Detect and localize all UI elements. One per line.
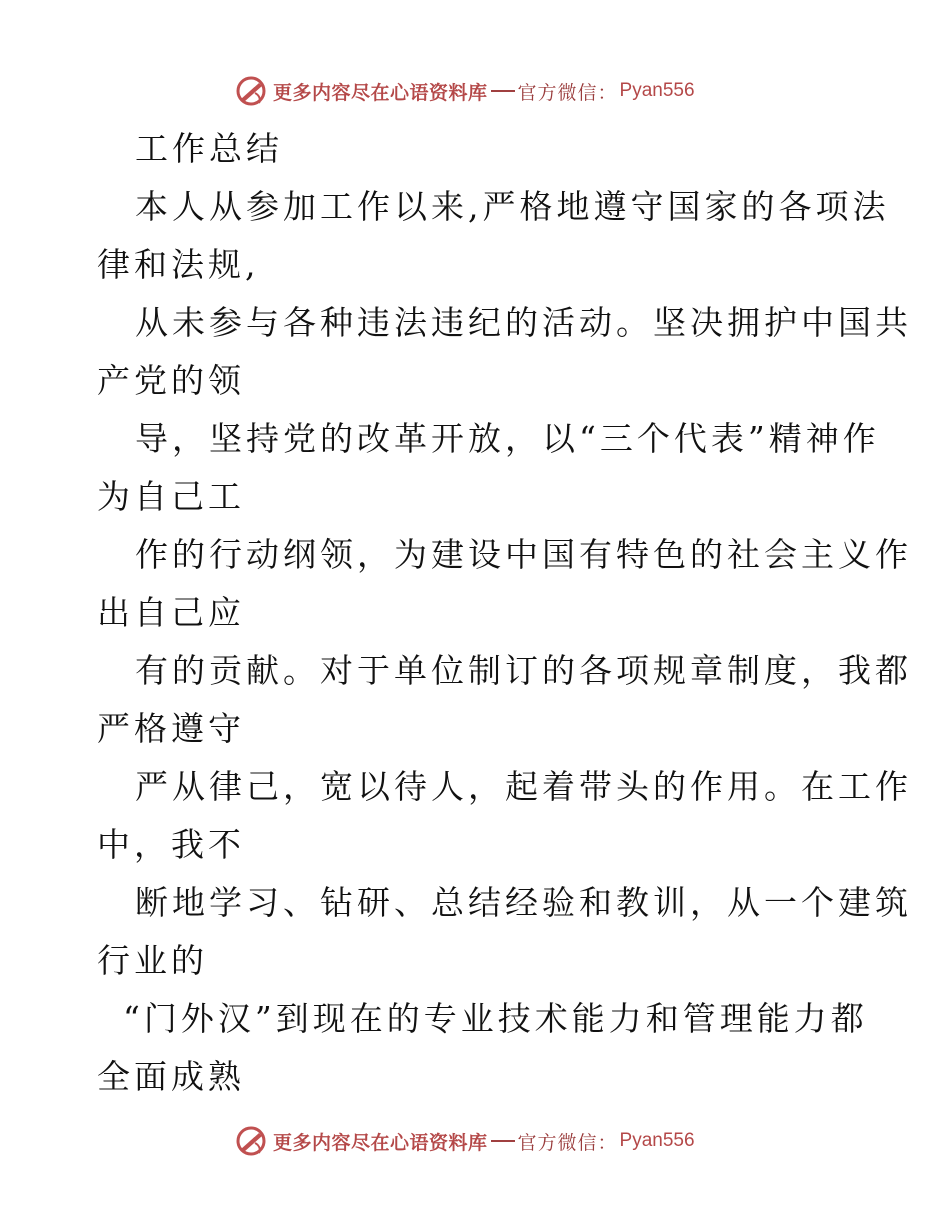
doc-line: 行业的 [97,941,208,980]
official-wechat-label: 官方微信： [517,81,618,104]
doc-line: 导，坚持党的改革开放，以“三个代表”精神作 [135,419,880,458]
doc-line: 从未参与各种违法违纪的活动。坚决拥护中国共 [135,303,912,342]
site-text: 更多内容尽在心语资料库 [273,1131,488,1154]
doc-title: 工作总结 [135,129,283,168]
doc-line: “门外汉”到现在的专业技术能力和管理能力都 [123,999,868,1038]
doc-line: 律和法规, [97,245,260,284]
doc-line: 中，我不 [97,825,245,864]
doc-line: 出自己应 [97,593,245,632]
pen-logo-icon [235,1125,267,1157]
doc-line: 作的行动纲领，为建设中国有特色的社会主义作 [135,535,912,574]
doc-line: 有的贡献。对于单位制订的各项规章制度，我都 [135,651,912,690]
doc-line: 为自己工 [97,477,245,516]
doc-line: 本人从参加工作以来,严格地遵守国家的各项法 [135,187,890,226]
doc-line: 产党的领 [97,361,245,400]
banner-dash [491,1140,515,1142]
doc-line: 严从律己，宽以待人，起着带头的作用。在工作 [135,767,912,806]
wechat-id: Pyan556 [619,1130,695,1151]
doc-line: 严格遵守 [97,709,245,748]
banner-dash [491,90,515,92]
doc-line: 全面成熟 [97,1057,245,1096]
site-text: 更多内容尽在心语资料库 [273,81,488,104]
pen-logo-icon [235,75,267,107]
official-wechat-label: 官方微信： [517,1131,618,1154]
wechat-id: Pyan556 [619,80,695,101]
footer-banner [235,1124,695,1158]
header-banner [235,74,695,108]
document-body [97,120,912,1106]
doc-line: 断地学习、钻研、总结经验和教训，从一个建筑 [135,883,912,922]
